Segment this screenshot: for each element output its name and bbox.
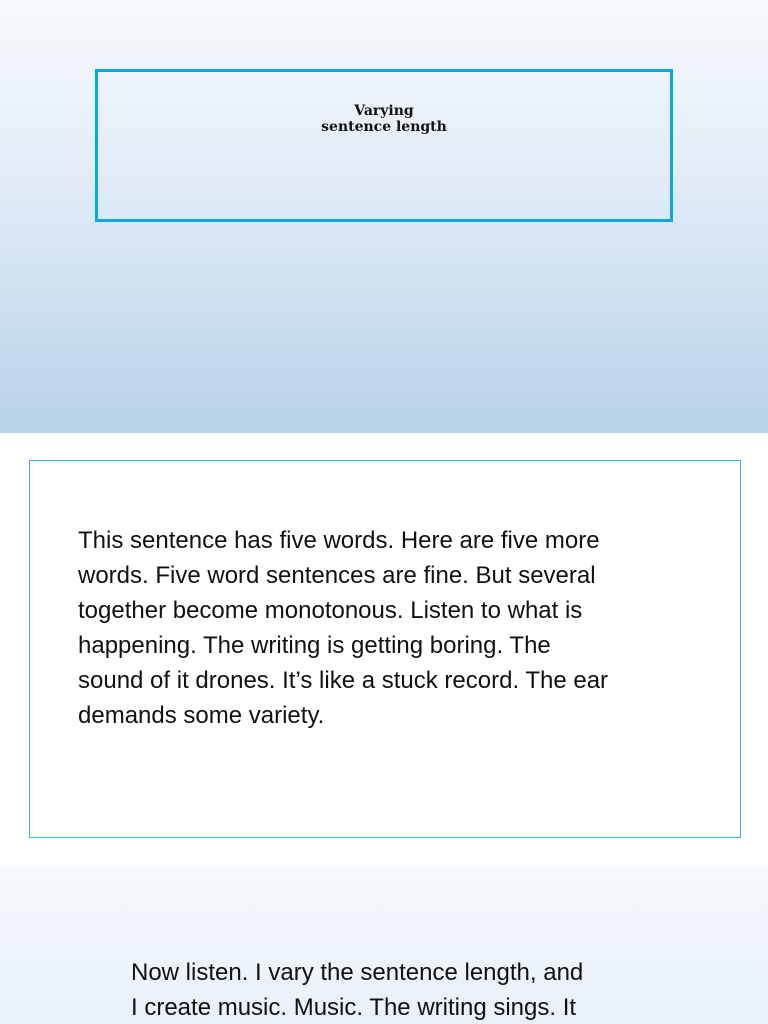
title-line-2: sentence length [321,119,447,135]
slide-title-text [0,103,768,135]
title-line-1: Varying [354,103,414,119]
title-frame [95,69,673,222]
slide-body-text: This sentence has five words. Here are five more words. Five word sentences are fine. But several together become monotonous. Listen to what is happening. The writing is getting boring. The sound of it drones. It’s like a stuck record. The ear demands some variety. [78,527,609,729]
slide-varied-sentences [0,865,768,1024]
slide-title [0,0,768,433]
slide-body-text: Now listen. I vary the sentence length, and I create music. Music. The writing sings. It [131,959,584,1021]
slide-five-word-sentences [0,433,768,865]
